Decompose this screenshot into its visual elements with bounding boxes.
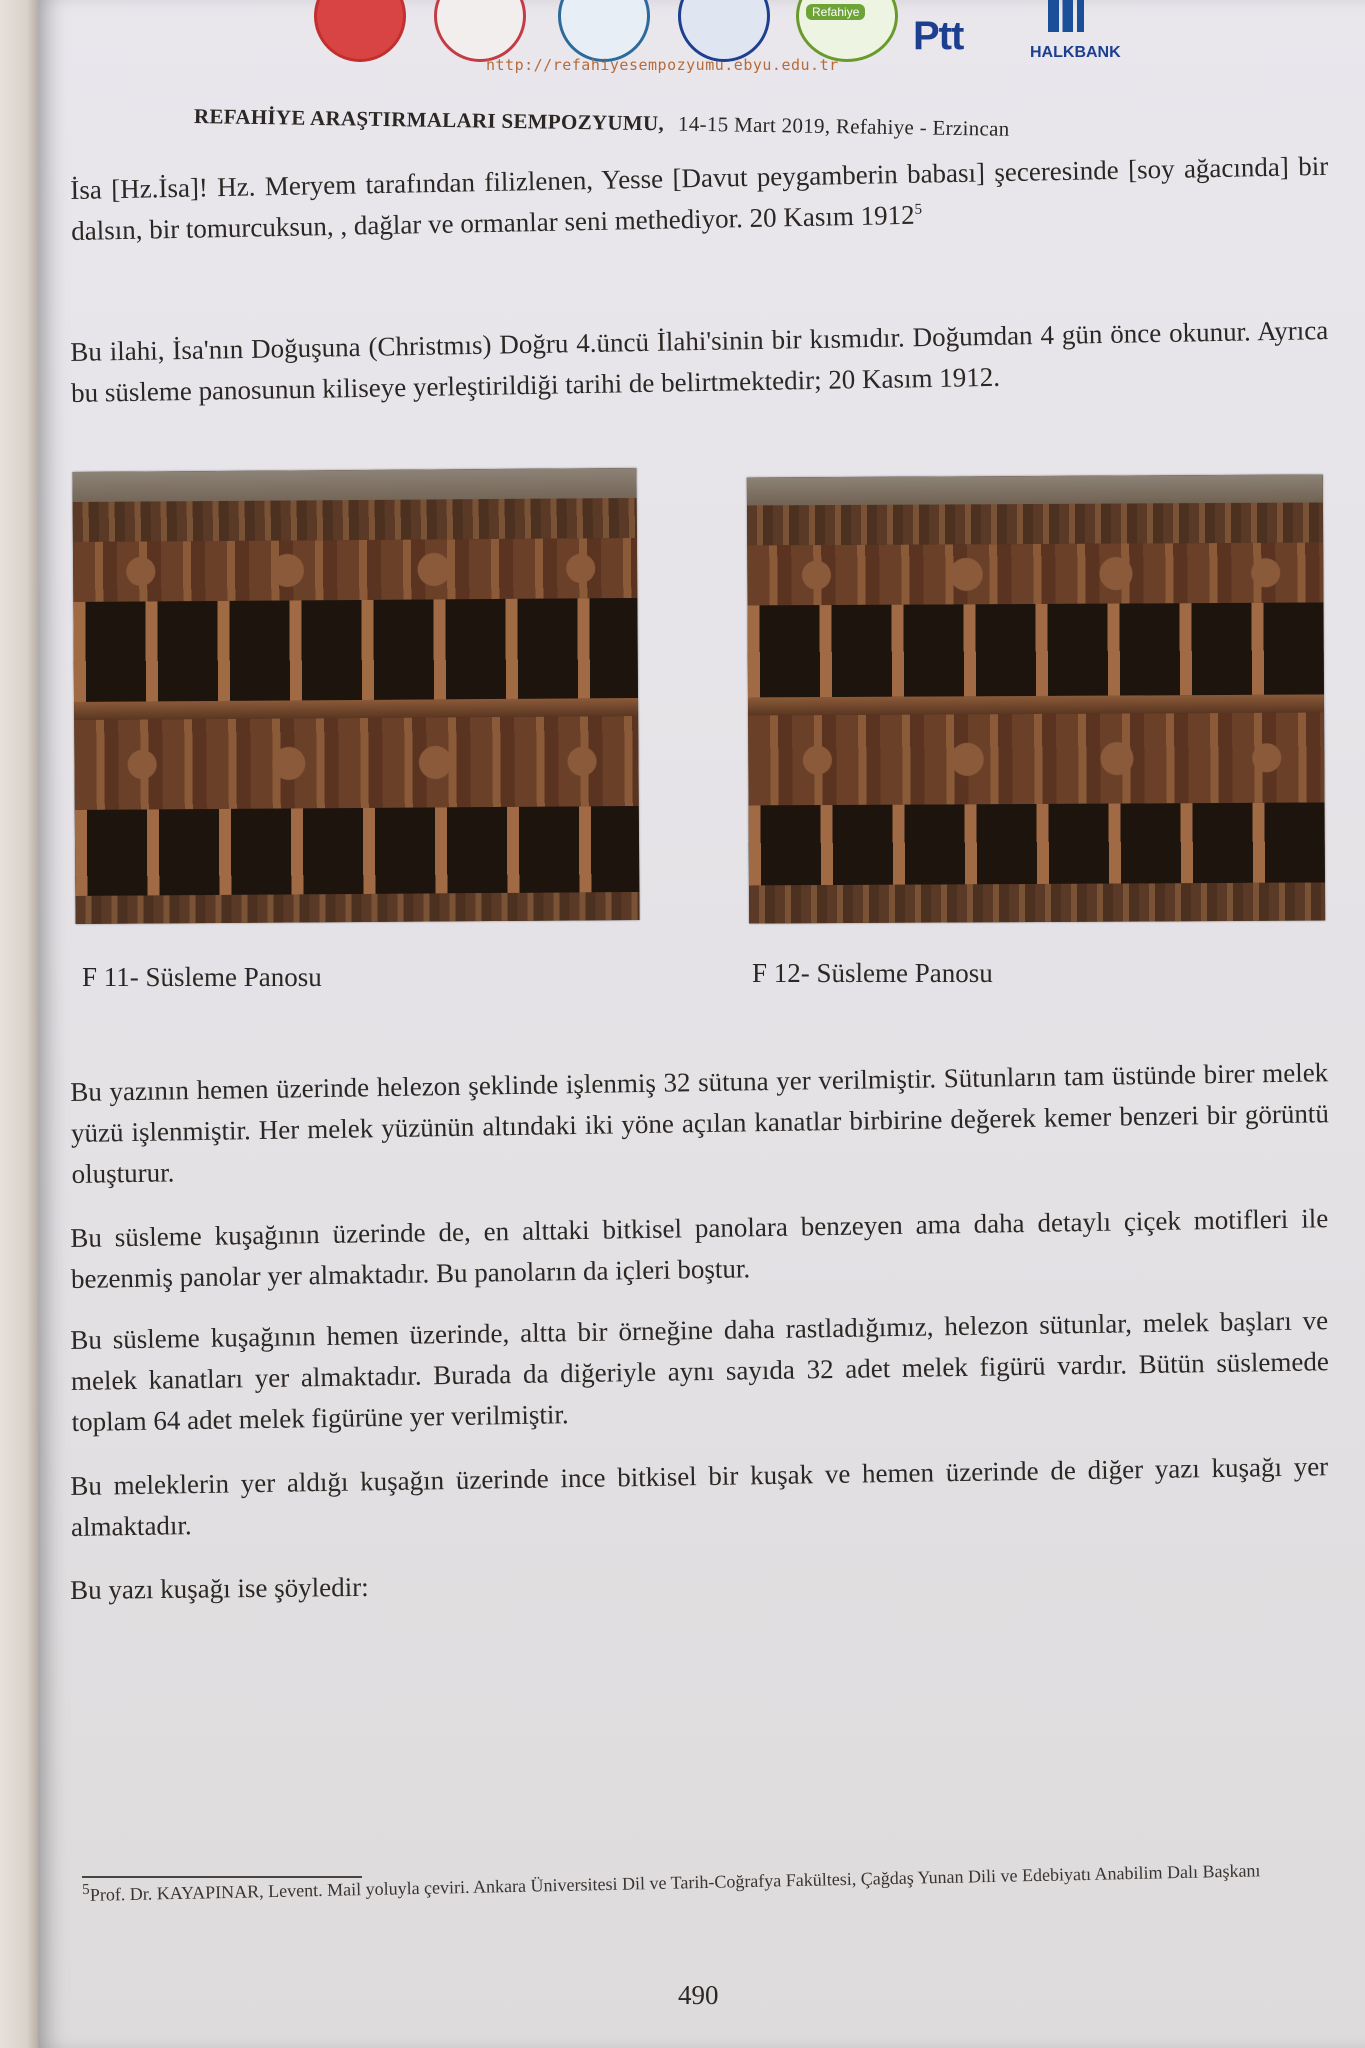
photo-column-arcade-lower	[75, 806, 640, 896]
paragraph-angel-figures: Bu süsleme kuşağının hemen üzerinde, altta bir örneğine daha rastladığımız, helezon sütunlar, melek başları ve melek kanatları yer almaktadır. Burada da diğeriyle aynı sayıda 32 adet melek figürü vardır. Bütün süslemede toplam 64 adet melek figürüne yer verilmiştir.	[70, 1305, 1330, 1437]
running-head	[194, 104, 1254, 146]
running-head-title: REFAHİYE ARAŞTIRMALARI SEMPOZYUMU,	[193, 104, 665, 136]
footnote-text: Prof. Dr. KAYAPINAR, Levent. Mail yoluyla çeviri. Ankara Üniversitesi Dil ve Tarih-Coğrafya Fakültesi, Çağdaş Yunan Dili ve Edebiyatı Anabilim Dalı Başkanı	[89, 1860, 1261, 1905]
paragraph-hymn	[70, 146, 1329, 252]
logo-emblem-1	[314, 0, 406, 62]
refahiye-logo-label: Refahiye	[806, 4, 865, 20]
running-head-date: 14-15 Mart 2019, Refahiye - Erzincan	[677, 111, 1010, 141]
photo-inscription-band	[747, 502, 1323, 545]
paragraph-inscription-intro: Bu yazı kuşağı ise şöyledir:	[70, 1571, 369, 1605]
logo-emblem-4	[678, 0, 770, 62]
photo-carved-frieze	[747, 542, 1323, 605]
photo-carved-panel	[74, 716, 639, 810]
photo-inscription-band	[73, 498, 637, 542]
halkbank-icon	[1048, 0, 1084, 32]
paragraph-hymn-text: İsa [Hz.İsa]! Hz. Meryem tarafından filizlenen, Yesse [Davut peygamberin babası] şeceresinde [soy ağacında] bir dalsın, bir tomurcuksun, , dağlar ve ormanlar seni methediyor. 20 Kasım 1912	[70, 150, 1329, 246]
ptt-logo: Ptt	[913, 14, 964, 58]
paragraph-inscription-band: Bu meleklerin yer aldığı kuşağın üzerinde ince bitkisel bir kuşak ve hemen üzerinde de diğer yazı kuşağı yer almaktadır.	[70, 1451, 1329, 1542]
book-page	[38, 0, 1365, 2048]
photo-column-arcade-lower	[749, 802, 1325, 885]
photo-column-arcade	[73, 598, 638, 702]
sponsor-logos	[278, 0, 1138, 60]
logo-emblem-2	[434, 0, 526, 62]
figure-12-caption: F 12- Süsleme Panosu	[752, 958, 993, 988]
paragraph-columns: Bu yazının hemen üzerinde helezon şeklinde işlenmiş 32 sütuna yer verilmiştir. Sütunların tam üstünde birer melek yüzü işlenmiştir. Her melek yüzünün altındaki iki yöne açılan kanatlar birbirine değerek kemer benzeri bir görüntü oluşturur.	[70, 1057, 1330, 1189]
halkbank-logo: HALKBANK	[1030, 44, 1121, 61]
page-number: 490	[678, 1980, 719, 2010]
paragraph-hymn-explanation: Bu ilahi, İsa'nın Doğuşuna (Christmıs) Doğru 4.üncü İlahi'sinin bir kısmıdır. Doğumdan 4 gün önce okunur. Ayrıca bu süsleme panosunun kiliseye yerleştirildiği tarihi de belirtmektedir; 20 Kasım 1912.	[70, 315, 1329, 408]
photo-inscription-band-lower	[749, 882, 1325, 923]
logo-emblem-3	[558, 0, 650, 62]
photo-carved-panel	[748, 712, 1324, 805]
figure-11-caption: F 11- Süsleme Panosu	[82, 962, 322, 992]
paragraph-floral-panels: Bu süsleme kuşağının üzerinde de, en alttaki bitkisel panolara benzeyen ama daha detaylı çiçek motifleri ile bezenmiş panolar yer almaktadır. Bu panoların da içleri boştur.	[70, 1203, 1329, 1294]
footnote-ref: 5	[914, 201, 923, 218]
symposium-url: http://refahiyesempozyumu.ebyu.edu.tr	[486, 56, 839, 74]
footnote	[82, 1854, 1312, 1910]
facing-page-edge	[0, 0, 38, 2048]
figure-11-photo	[72, 468, 639, 924]
photo-carved-frieze	[73, 538, 637, 602]
figure-12-photo	[747, 474, 1325, 923]
footnote-mark: 5	[82, 1881, 90, 1898]
photo-column-arcade	[748, 602, 1324, 697]
photo-inscription-band-lower	[75, 892, 639, 924]
